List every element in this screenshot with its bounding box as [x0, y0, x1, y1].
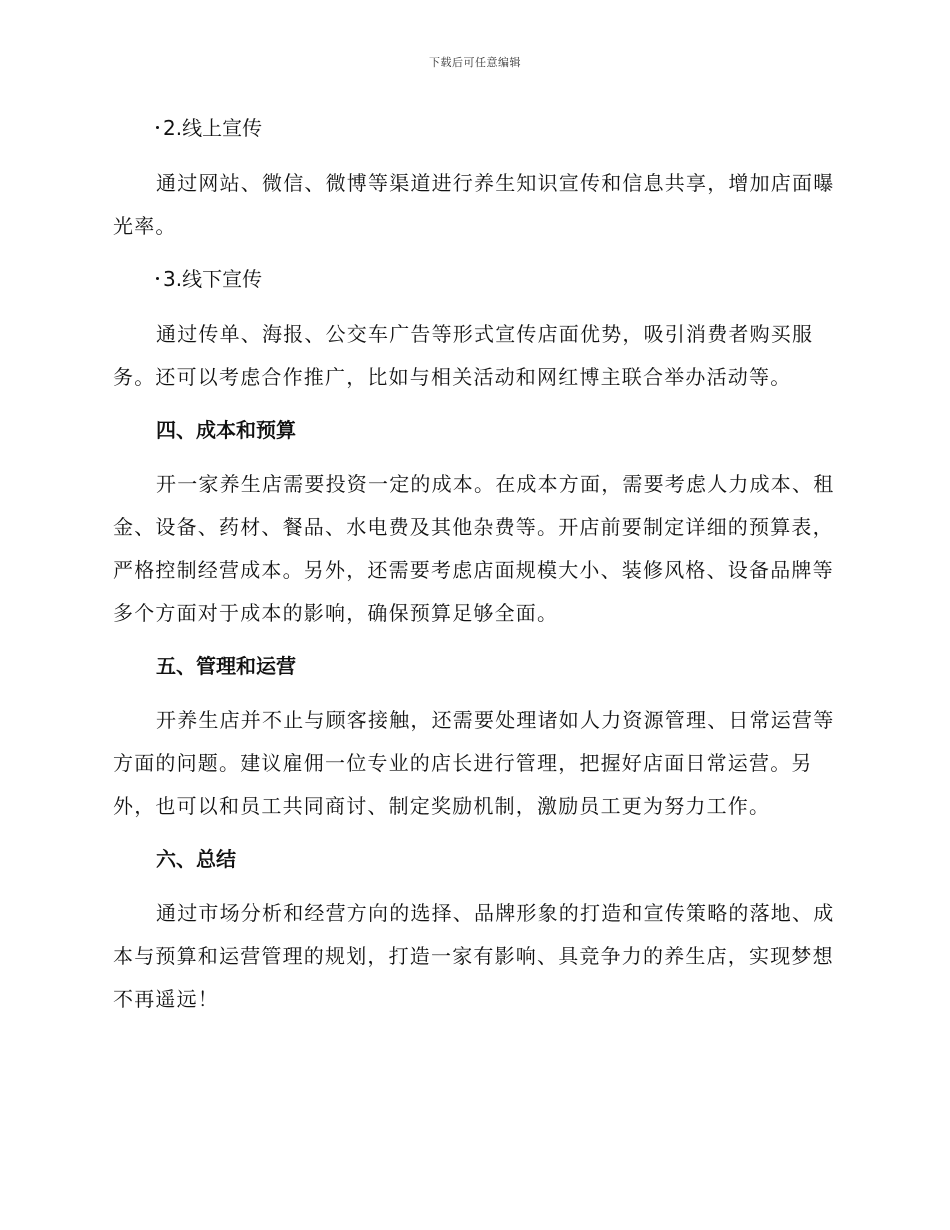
section-heading-management: 五、管理和运营 — [156, 654, 296, 678]
section-heading-cost: 四、成本和预算 — [156, 418, 296, 442]
section-heading-summary: 六、总结 — [156, 847, 236, 871]
document-body — [113, 112, 835, 1036]
subheading-offline-label: 3.线下宣传 — [163, 267, 263, 291]
subheading-online-promotion — [156, 112, 835, 144]
bullet-icon — [156, 126, 159, 129]
paragraph-offline-promotion: 通过传单、海报、公交车广告等形式宣传店面优势，吸引消费者购买服务。还可以考虑合作推广，比如与相关活动和网红博主联合举办活动等。 — [113, 322, 814, 389]
paragraph-management: 开养生店并不止与顾客接触，还需要处理诸如人力资源管理、日常运营等方面的问题。建议雇佣一位专业的店长进行管理，把握好店面日常运营。另外，也可以和员工共同商讨、制定奖励机制，激励员工更为努力工作。 — [113, 708, 835, 818]
paragraph-summary: 通过市场分析和经营方向的选择、品牌形象的打造和宣传策略的落地、成本与预算和运营管理的规划，打造一家有影响、具竞争力的养生店，实现梦想不再遥远！ — [113, 901, 835, 1011]
page-header: 下载后可任意编辑 — [429, 56, 521, 69]
paragraph-cost: 开一家养生店需要投资一定的成本。在成本方面，需要考虑人力成本、租金、设备、药材、餐品、水电费及其他杂费等。开店前要制定详细的预算表，严格控制经营成本。另外，还需要考虑店面规模大小、装修风格、设备品牌等多个方面对于成本的影响，确保预算足够全面。 — [113, 472, 835, 625]
subheading-online-label: 2.线上宣传 — [163, 116, 263, 140]
paragraph-online-promotion: 通过网站、微信、微博等渠道进行养生知识宣传和信息共享，增加店面曝光率。 — [113, 171, 835, 238]
bullet-icon — [156, 277, 159, 280]
subheading-offline-promotion — [156, 263, 835, 295]
